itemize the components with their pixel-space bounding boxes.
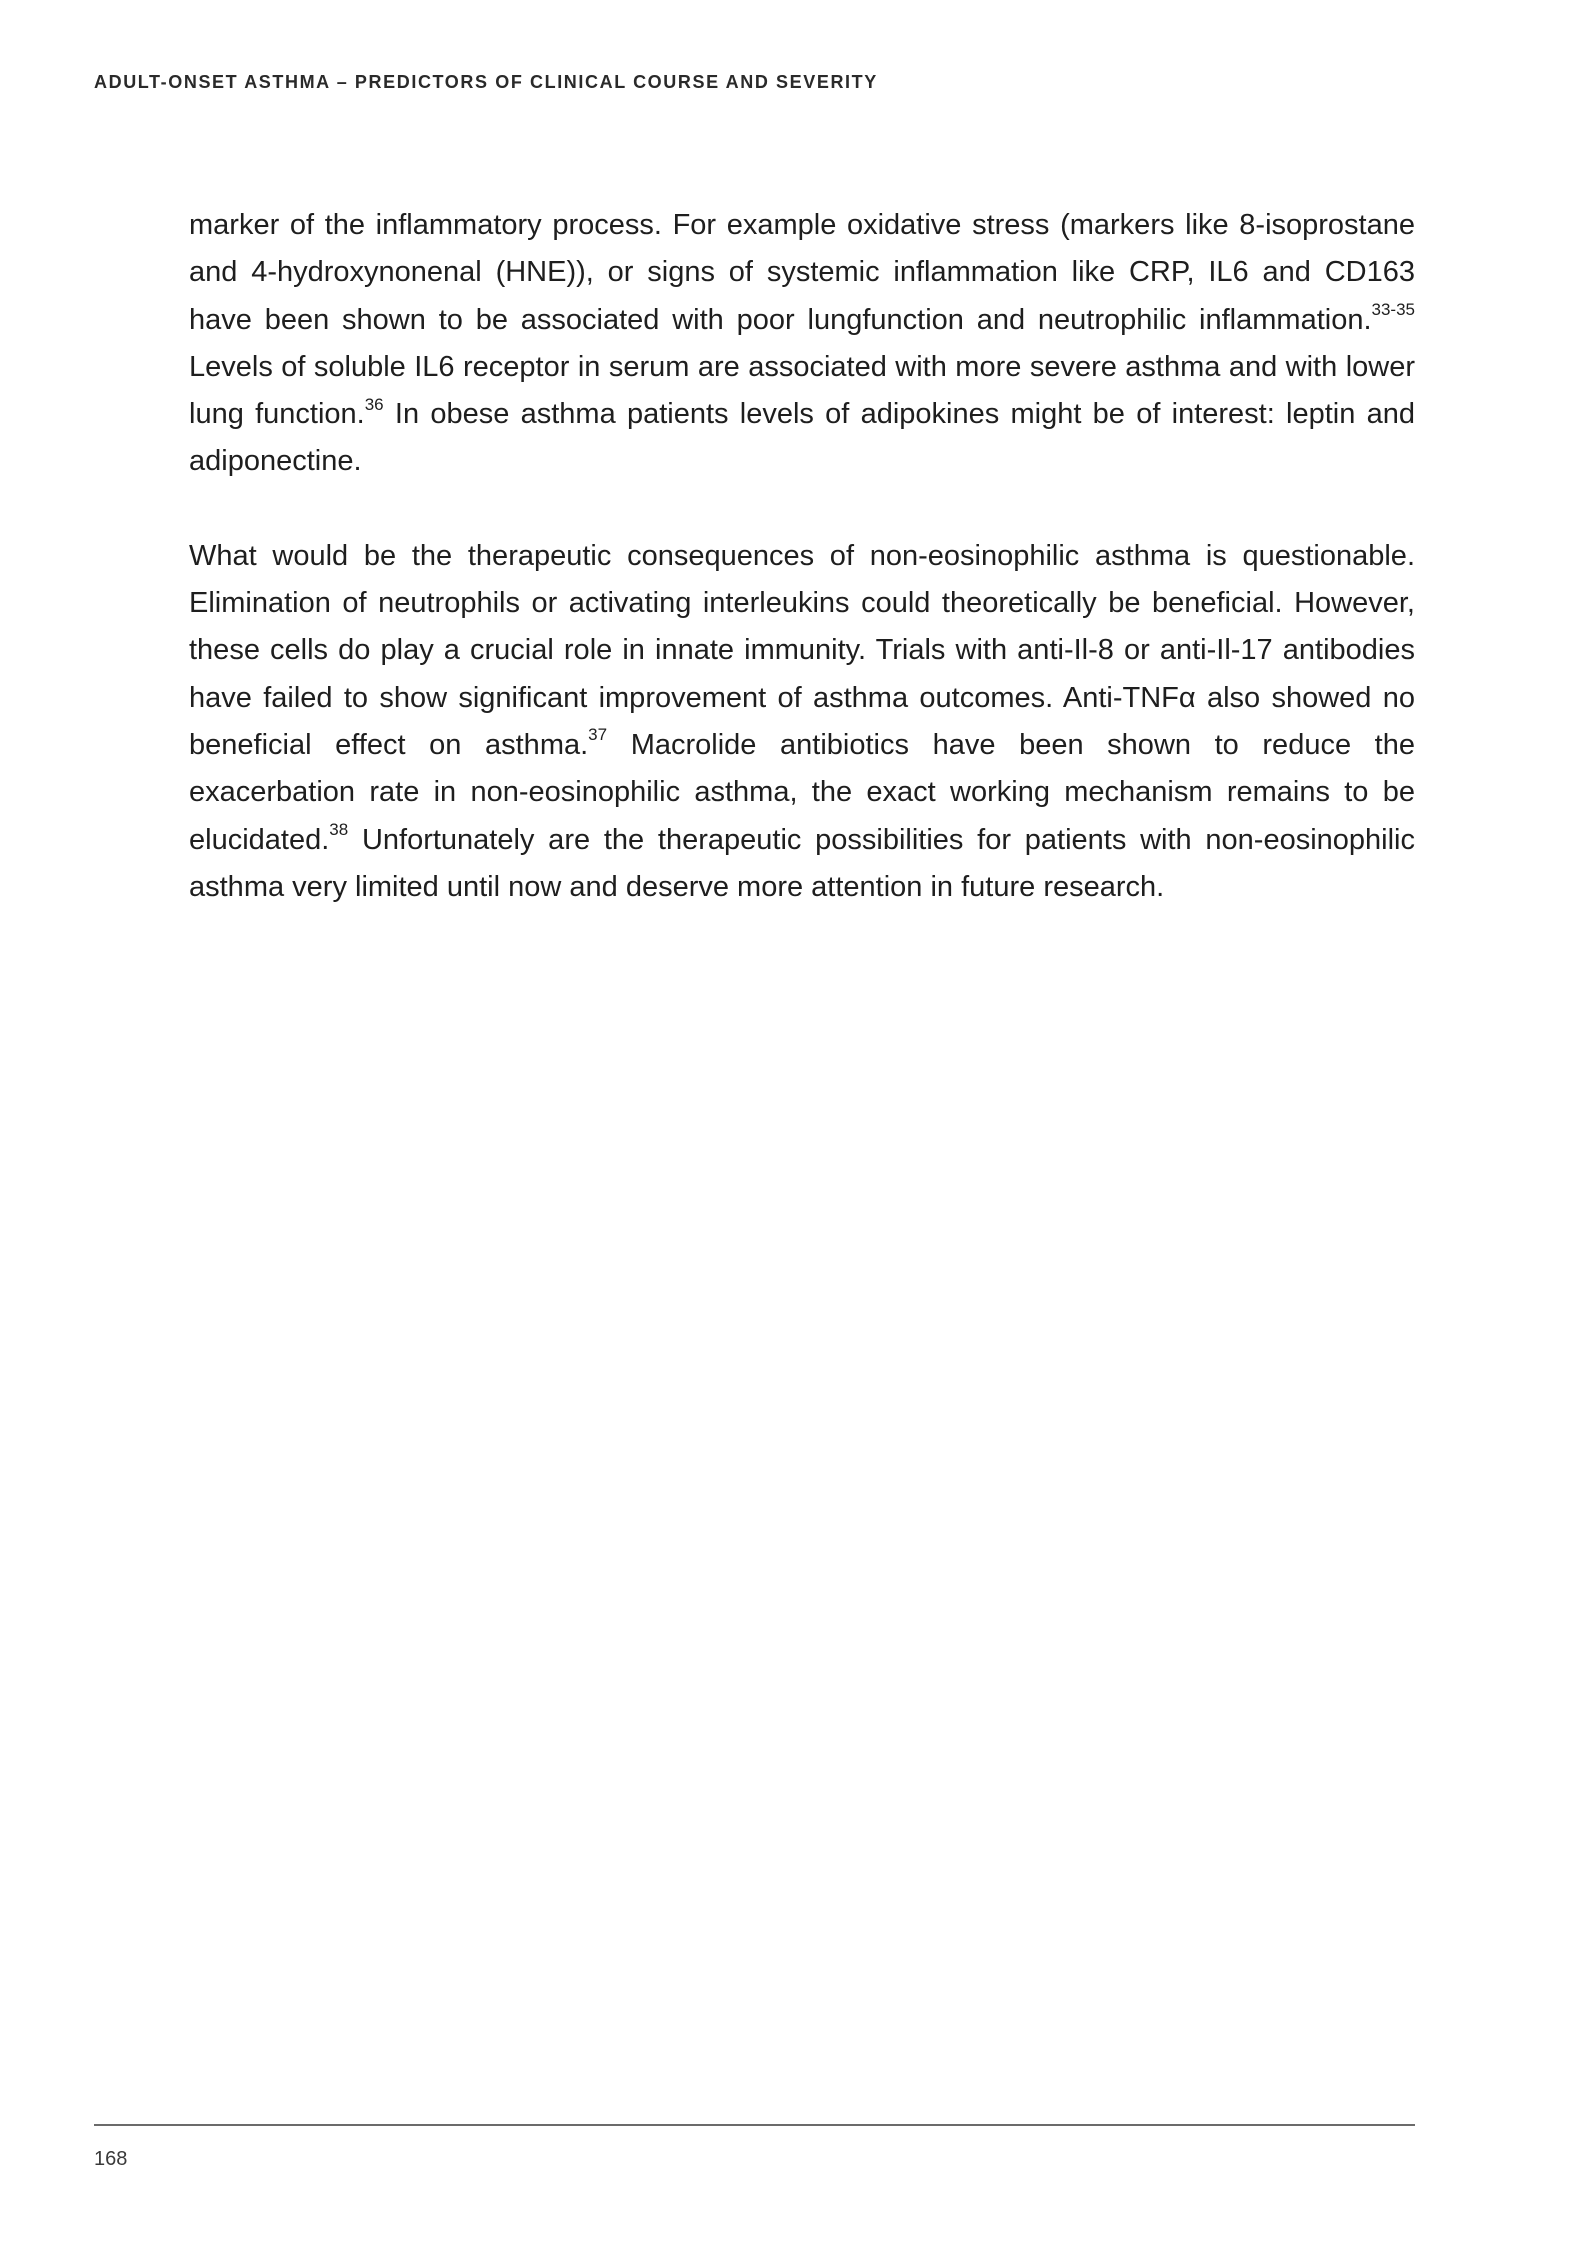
citation-ref: 38	[329, 819, 349, 839]
body-text	[189, 202, 1415, 911]
citation-ref: 36	[364, 394, 384, 414]
footer-divider	[94, 2124, 1415, 2126]
page-number: 168	[94, 2148, 128, 2170]
paragraph	[189, 533, 1415, 911]
citation-ref: 37	[588, 725, 608, 745]
paragraph-text: Levels of soluble IL6 receptor in serum are associated with more severe asthma and with lower lung function.	[189, 350, 1415, 431]
citation-ref: 33-35	[1371, 299, 1415, 319]
paragraph	[189, 202, 1415, 486]
paragraph-text: marker of the inflammatory process. For example oxidative stress (markers like 8-isoprostane and 4-hydroxynonenal (HNE)), or signs of systemic inflammation like CRP, IL6 and CD163 have been shown to be associated with poor lungfunction and neutrophilic inflammation.	[189, 209, 1415, 336]
running-header: ADULT-ONSET ASTHMA – PREDICTORS OF CLINICAL COURSE AND SEVERITY	[94, 72, 878, 92]
paragraph-text: Unfortunately are the therapeutic possibilities for patients with non-eosinophilic asthma very limited until now and deserve more attention in future research.	[189, 823, 1415, 903]
paragraph-text: Macrolide antibiotics have been shown to reduce the exacerbation rate in non-eosinophilic asthma, the exact working mechanism remains to be elucidated.	[189, 728, 1415, 856]
paragraph-text: In obese asthma patients levels of adipokines might be of interest: leptin and adiponectine.	[189, 398, 1416, 478]
paragraph-text: What would be the therapeutic consequences of non-eosinophilic asthma is questionable. Elimination of neutrophils or activating interleukins could theoretically be beneficial. However, these cells do play a crucial role in innate immunity. Trials with anti-Il-8 or anti-Il-17 antibodies have failed to show significant improvement of asthma outcomes. Anti-TNFα also showed no beneficial effect on asthma.	[189, 539, 1415, 761]
